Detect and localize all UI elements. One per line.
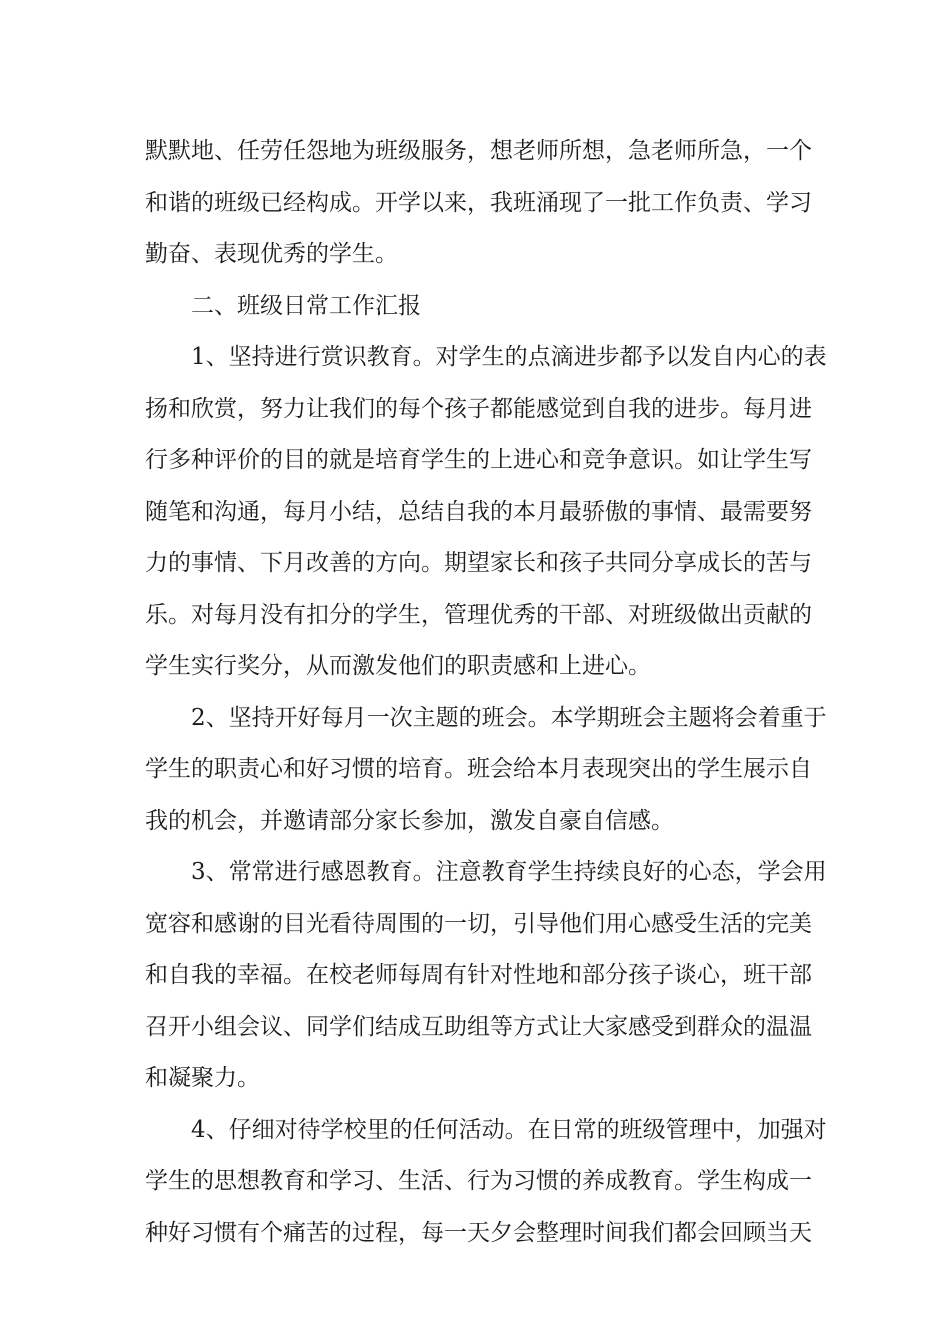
text-line: 召开小组会议、同学们结成互助组等方式让大家感受到群众的温温 [145, 1013, 812, 1040]
text-line: 和谐的班级已经构成。开学以来，我班涌现了一批工作负责、学习 [145, 189, 812, 216]
paragraph-item-3 [145, 847, 827, 1105]
text-line: 3、常常进行感恩教育。注意教育学生持续良好的心态，学会用 [191, 859, 827, 885]
text-line: 学生实行奖分，从而激发他们的职责感和上进心。 [145, 653, 651, 679]
text-line: 乐。对每月没有扣分的学生，管理优秀的干部、对班级做出贡献的 [145, 601, 812, 628]
text-line: 2、坚持开好每月一次主题的班会。本学期班会主题将会着重于 [191, 704, 827, 731]
section-heading [145, 281, 807, 333]
text-line: 宽容和感谢的目光看待周围的一切，引导他们用心感受生活的完美 [145, 910, 812, 937]
text-line: 4、仔细对待学校里的任何活动。在日常的班级管理中，加强对 [191, 1116, 827, 1143]
text-line: 力的事情、下月改善的方向。期望家长和孩子共同分享成长的苦与 [145, 550, 812, 576]
paragraph-item-2 [145, 693, 827, 848]
text-line: 和凝聚力。 [145, 1065, 260, 1091]
text-line: 种好习惯有个痛苦的过程，每一天夕会整理时间我们都会回顾当天 [145, 1219, 812, 1246]
text-line: 扬和欣赏，努力让我们的每个孩子都能感觉到自我的进步。每月进 [145, 395, 812, 422]
document-body [145, 126, 827, 1259]
text-line: 1、坚持进行赏识教育。对学生的点滴进步都予以发自内心的表 [191, 344, 827, 370]
section-heading-text: 二、班级日常工作汇报 [191, 292, 421, 319]
paragraph-continuation [145, 126, 812, 281]
text-line: 学生的思想教育和学习、生活、行为习惯的养成教育。学生构成一 [145, 1168, 812, 1194]
text-line: 我的机会，并邀请部分家长参加，激发自豪自信感。 [145, 807, 674, 834]
text-line: 默默地、任劳任怨地为班级服务，想老师所想，急老师所急，一个 [145, 138, 812, 164]
text-line: 行多种评价的目的就是培育学生的上进心和竞争意识。如让学生写 [145, 447, 812, 473]
paragraph-item-1 [145, 332, 827, 693]
text-line: 随笔和沟通，每月小结，总结自我的本月最骄傲的事情、最需要努 [145, 498, 812, 525]
text-line: 勤奋、表现优秀的学生。 [145, 241, 398, 267]
text-line: 和自我的幸福。在校老师每周有针对性地和部分孩子谈心，班干部 [145, 962, 812, 988]
paragraph-item-4 [145, 1105, 827, 1260]
text-line: 学生的职责心和好习惯的培育。班会给本月表现突出的学生展示自 [145, 756, 812, 782]
